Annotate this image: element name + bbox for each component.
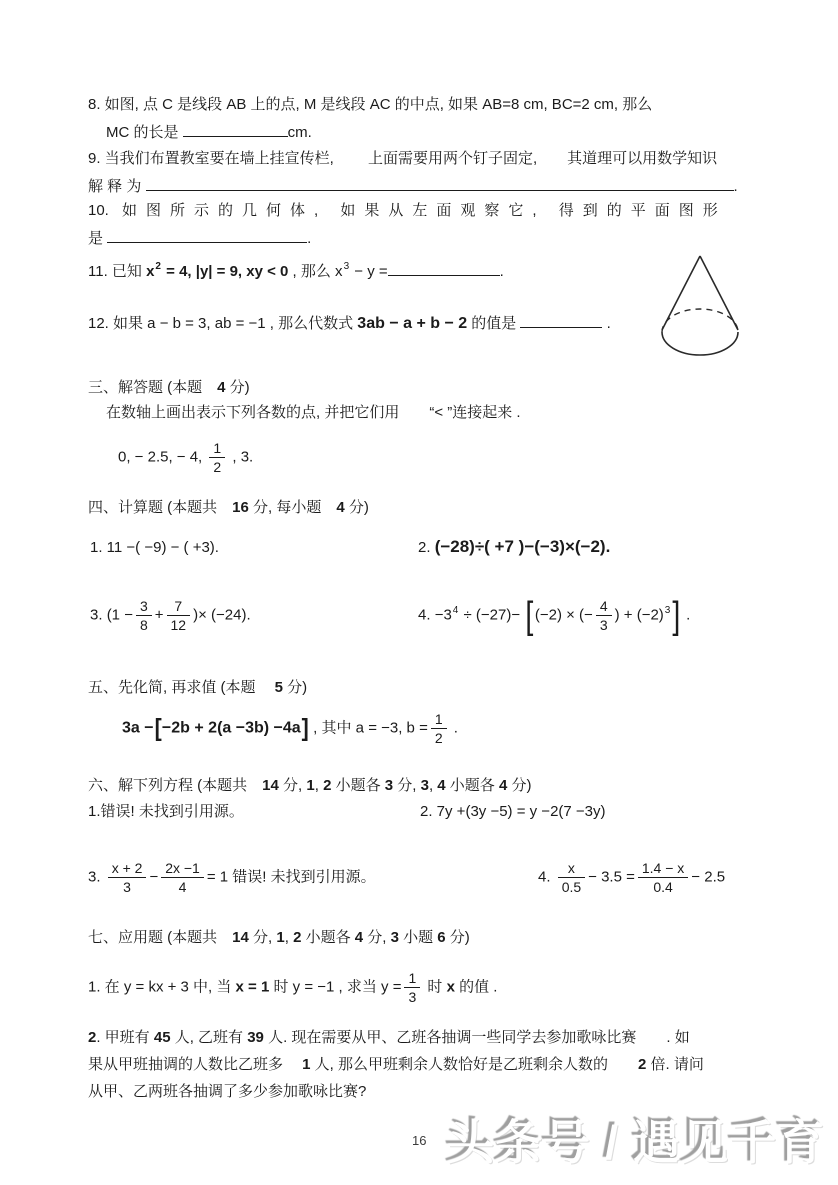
s5-right-bracket: ] bbox=[301, 714, 309, 743]
section-7-heading bbox=[88, 928, 470, 948]
section-6-item-1 bbox=[88, 802, 244, 822]
s7-x-equals-1: x = 1 bbox=[235, 978, 270, 996]
question-8-unit: cm. bbox=[287, 124, 312, 141]
section-6-item-4 bbox=[538, 860, 725, 895]
section-7-item-2-line-3 bbox=[88, 1082, 366, 1102]
s4-fraction-4-3 bbox=[596, 598, 612, 633]
section-<b>3</b>-title: 三、解答题 (本题 4 分) bbox=[88, 379, 250, 396]
q11-var-x: x bbox=[146, 263, 155, 280]
s4-item-4-inner: (−2) × (− bbox=[534, 606, 593, 624]
section-5-heading bbox=[88, 678, 307, 698]
question-9-text: 9. 当我们布置教室要在墙上挂宣传栏, 上面需要用两个钉子固定, 其道理可以用数学知识 bbox=[88, 150, 718, 167]
s6-fraction-2x-minus-1-over-4 bbox=[161, 860, 204, 895]
s4-item-4-period: . bbox=[681, 606, 691, 624]
section-6-heading bbox=[88, 776, 532, 796]
s3-frac-denominator: 2 bbox=[213, 459, 222, 476]
section-4-item-2 bbox=[418, 536, 610, 558]
s4-exponent-3: 3 bbox=[664, 604, 671, 616]
s<b>7</b>-word-problem-line-<b>1</b>: 2. 甲班有 45 人, 乙班有 39 人. 现在需要从甲、乙班各抽调一些同学去参加歌咏比赛 . 如 bbox=[88, 1029, 690, 1046]
s6-fraction-x-over-05 bbox=[558, 860, 585, 895]
s4-item-2-number: 2. bbox=[418, 539, 435, 556]
q11-exponent-2: 2 bbox=[155, 261, 161, 272]
cone-figure bbox=[656, 250, 746, 362]
s4-item-3-number: 3. bbox=[90, 606, 107, 624]
s4-f3-den: 3 bbox=[599, 617, 608, 634]
section-3-heading bbox=[88, 378, 250, 398]
section-3-instruction bbox=[106, 403, 521, 423]
s4-item-3-open: (1 − bbox=[106, 606, 133, 624]
s6-f2-den: 4 bbox=[178, 879, 187, 896]
s4-item-3-plus: + bbox=[154, 606, 164, 624]
section-<b>7</b>-title: 七、应用题 (本题共 14 分, 1, 2 小题各 4 分, 3 小题 6 分) bbox=[88, 929, 470, 946]
s6-item-3-number: 3. bbox=[88, 868, 105, 886]
s4-item-4-tail: ) + (−2) bbox=[614, 606, 664, 624]
question-12-prefix: 12. 如果 a − b = 3, ab = −1 , 那么代数式 bbox=[88, 315, 358, 332]
q11-then-text: , 那么 x bbox=[288, 263, 343, 280]
q11-given-conditions: = 4, |y| = 9, xy < 0 bbox=[161, 263, 289, 280]
s6-f1-num: x + 2 bbox=[108, 860, 147, 878]
question-10-number: 10. bbox=[88, 202, 109, 219]
s4-item-4-number: 4. bbox=[418, 606, 435, 624]
s5-period: . bbox=[449, 719, 458, 737]
question-10-text: 如图所示的几何体, 如果从左面观察它, 得到的平面图形 bbox=[108, 202, 727, 219]
section-4-item-4 bbox=[418, 594, 691, 637]
s4-f2-num: 7 bbox=[167, 598, 191, 616]
s3-numbers-post: , 3. bbox=[228, 448, 254, 466]
s5-given-values: 其中 a = −3, b = bbox=[321, 719, 428, 737]
question-10-line-1 bbox=[88, 201, 727, 221]
q9-answer-blank bbox=[146, 176, 734, 191]
q12-answer-blank bbox=[520, 313, 602, 328]
q11-exponent-3: 3 bbox=[343, 261, 350, 272]
section-6-item-2 bbox=[420, 802, 606, 822]
section-4-heading bbox=[88, 498, 369, 518]
section-6-item-3 bbox=[88, 860, 376, 895]
s4-item-2-expression: (−28)÷( +7 )−(−3)×(−2). bbox=[434, 537, 611, 556]
s6-item-4-mid: − 3.5 = bbox=[588, 868, 635, 886]
section-<b>5</b>-title: 五、先化简, 再求值 (本题 5 分) bbox=[88, 679, 308, 696]
s<b>7</b>-word-problem-line-<b>2</b>: 果从甲班抽调的人数比乙班多 1 人, 那么甲班剩余人数恰好是乙班剩余人数的 2 倍. 请问 bbox=[88, 1056, 704, 1073]
s7-item-1-suffix: 的值 . bbox=[454, 978, 498, 996]
section-4-item-3 bbox=[90, 598, 251, 633]
s6-f4-den: 0.4 bbox=[653, 879, 673, 896]
watermark-toutiao: 头条号 / 遇见千育 bbox=[447, 1116, 826, 1169]
s4-right-bracket: ] bbox=[672, 594, 681, 637]
page-number: 16 bbox=[412, 1133, 427, 1148]
s4-item-1-expression: 1. 11 −( −9) − ( +3). bbox=[90, 539, 219, 556]
s4-f1-den: 8 bbox=[139, 617, 148, 634]
question-12-period: . bbox=[602, 315, 611, 332]
s4-item-4-base: −3 bbox=[434, 606, 452, 624]
question-11 bbox=[88, 260, 504, 282]
question-10-line-2 bbox=[88, 228, 311, 249]
section-7-item-1 bbox=[88, 970, 497, 1005]
s6-item-3-error-text: 错误! 未找到引用源。 bbox=[232, 868, 376, 886]
s6-item-1-error-text: 1.错误! 未找到引用源。 bbox=[88, 803, 244, 820]
question-10-period: . bbox=[307, 230, 312, 247]
s6-f1-den: 3 bbox=[123, 879, 131, 896]
s3-fraction-one-half bbox=[209, 440, 225, 475]
q11-expression-tail: − y = bbox=[350, 263, 388, 280]
s6-fraction-x-plus-2-over-3 bbox=[108, 860, 147, 895]
s4-exponent-4: 4 bbox=[452, 604, 459, 616]
s4-fraction-3-8 bbox=[136, 598, 152, 633]
section-7-item-2-line-1 bbox=[88, 1028, 690, 1048]
section-3-instruction-text: 在数轴上画出表示下列各数的点, 并把它们用 “< ”连接起来 . bbox=[106, 404, 521, 421]
section-3-number-list bbox=[118, 440, 253, 475]
question-8-text: 8. 如图, 点 C 是线段 AB 上的点, M 是线段 AC 的中点, 如果 AB=8 cm, BC=2 cm, 那么 bbox=[88, 96, 653, 113]
s6-fraction-14-minus-x-over-04 bbox=[638, 860, 688, 895]
question-9-period: . bbox=[733, 178, 738, 195]
q12-post-text: 的值是 bbox=[467, 315, 521, 332]
q12-expression: 3ab − a + b − 2 bbox=[357, 315, 468, 332]
s3-frac-numerator: 1 bbox=[209, 440, 225, 458]
s4-item-3-close: )× (−24). bbox=[193, 606, 251, 624]
q11-answer-blank bbox=[388, 261, 500, 276]
s5-expr-head: 3a − bbox=[122, 719, 154, 737]
question-9-answer-label: 解 释 为 bbox=[88, 178, 146, 195]
q8-answer-blank bbox=[183, 122, 288, 137]
s6-f2-num: 2x −1 bbox=[161, 860, 204, 878]
s7-fraction-one-third bbox=[404, 970, 420, 1005]
section-7-item-2-line-2 bbox=[88, 1055, 704, 1075]
question-11-prefix: 11. 已知 bbox=[88, 263, 147, 280]
s7-word-problem-line-3: 从甲、乙两班各抽调了多少参加歌咏比赛? bbox=[88, 1083, 367, 1100]
section-<b>6</b>-title: 六、解下列方程 (本题共 14 分, 1, 2 小题各 3 分, 3, 4 小题各 4 分) bbox=[88, 777, 532, 794]
section-<b>4</b>-title: 四、计算题 (本题共 16 分, 每小题 4 分) bbox=[88, 499, 369, 516]
question-11-period: . bbox=[499, 263, 504, 280]
s4-f3-num: 4 bbox=[596, 598, 612, 616]
s6-item-3-minus: − bbox=[149, 868, 159, 886]
s7-item-1-mid2: 时 bbox=[423, 978, 447, 996]
question-9-line-2 bbox=[88, 176, 738, 197]
s6-f4-num: 1.4 − x bbox=[638, 860, 688, 878]
s6-f3-num: x bbox=[558, 860, 585, 878]
s5-frac-den: 2 bbox=[434, 730, 443, 747]
s5-fraction-one-half bbox=[431, 711, 447, 746]
s4-f1-num: 3 bbox=[136, 598, 152, 616]
s7-frac-num: 1 bbox=[404, 970, 420, 988]
s7-frac-den: 3 bbox=[408, 989, 417, 1006]
question-8-line-1 bbox=[88, 95, 652, 115]
question-10-answer-label: 是 bbox=[88, 230, 108, 247]
s4-item-4-mid: ÷ (−27)− bbox=[459, 606, 525, 624]
question-8-answer-label: MC 的长是 bbox=[106, 124, 183, 141]
question-9-line-1 bbox=[88, 149, 717, 169]
section-5-expression bbox=[122, 711, 458, 746]
s4-f2-den: 12 bbox=[170, 617, 187, 634]
s4-fraction-7-12 bbox=[167, 598, 191, 633]
s6-item-4-number: 4. bbox=[538, 868, 555, 886]
section-4-item-1 bbox=[90, 538, 219, 558]
s5-left-bracket: [ bbox=[154, 714, 162, 743]
q10-answer-blank bbox=[107, 228, 307, 243]
s6-item-4-tail: − 2.5 bbox=[691, 868, 726, 886]
s7-item-1-mid: 时 y = −1 , 求当 y = bbox=[269, 978, 402, 996]
s3-numbers-pre: 0, − 2.5, − 4, bbox=[118, 448, 207, 466]
s6-f3-den: 0.5 bbox=[561, 879, 582, 896]
s6-item-3-equals: = 1 bbox=[206, 868, 233, 886]
s7-item-1-prefix: 1. 在 y = kx + 3 中, 当 bbox=[88, 978, 236, 996]
s4-left-bracket: [ bbox=[525, 594, 534, 637]
s6-item-2-equation: 2. 7y +(3y −5) = y −2(7 −3y) bbox=[420, 803, 606, 820]
question-12 bbox=[88, 313, 611, 335]
s7-var-x: x bbox=[446, 978, 455, 996]
s5-frac-num: 1 bbox=[431, 711, 447, 729]
question-8-line-2 bbox=[106, 122, 312, 143]
s5-comma: , bbox=[309, 719, 322, 737]
s5-expr-body: −2b + 2(a −3b) −4a bbox=[161, 719, 301, 737]
